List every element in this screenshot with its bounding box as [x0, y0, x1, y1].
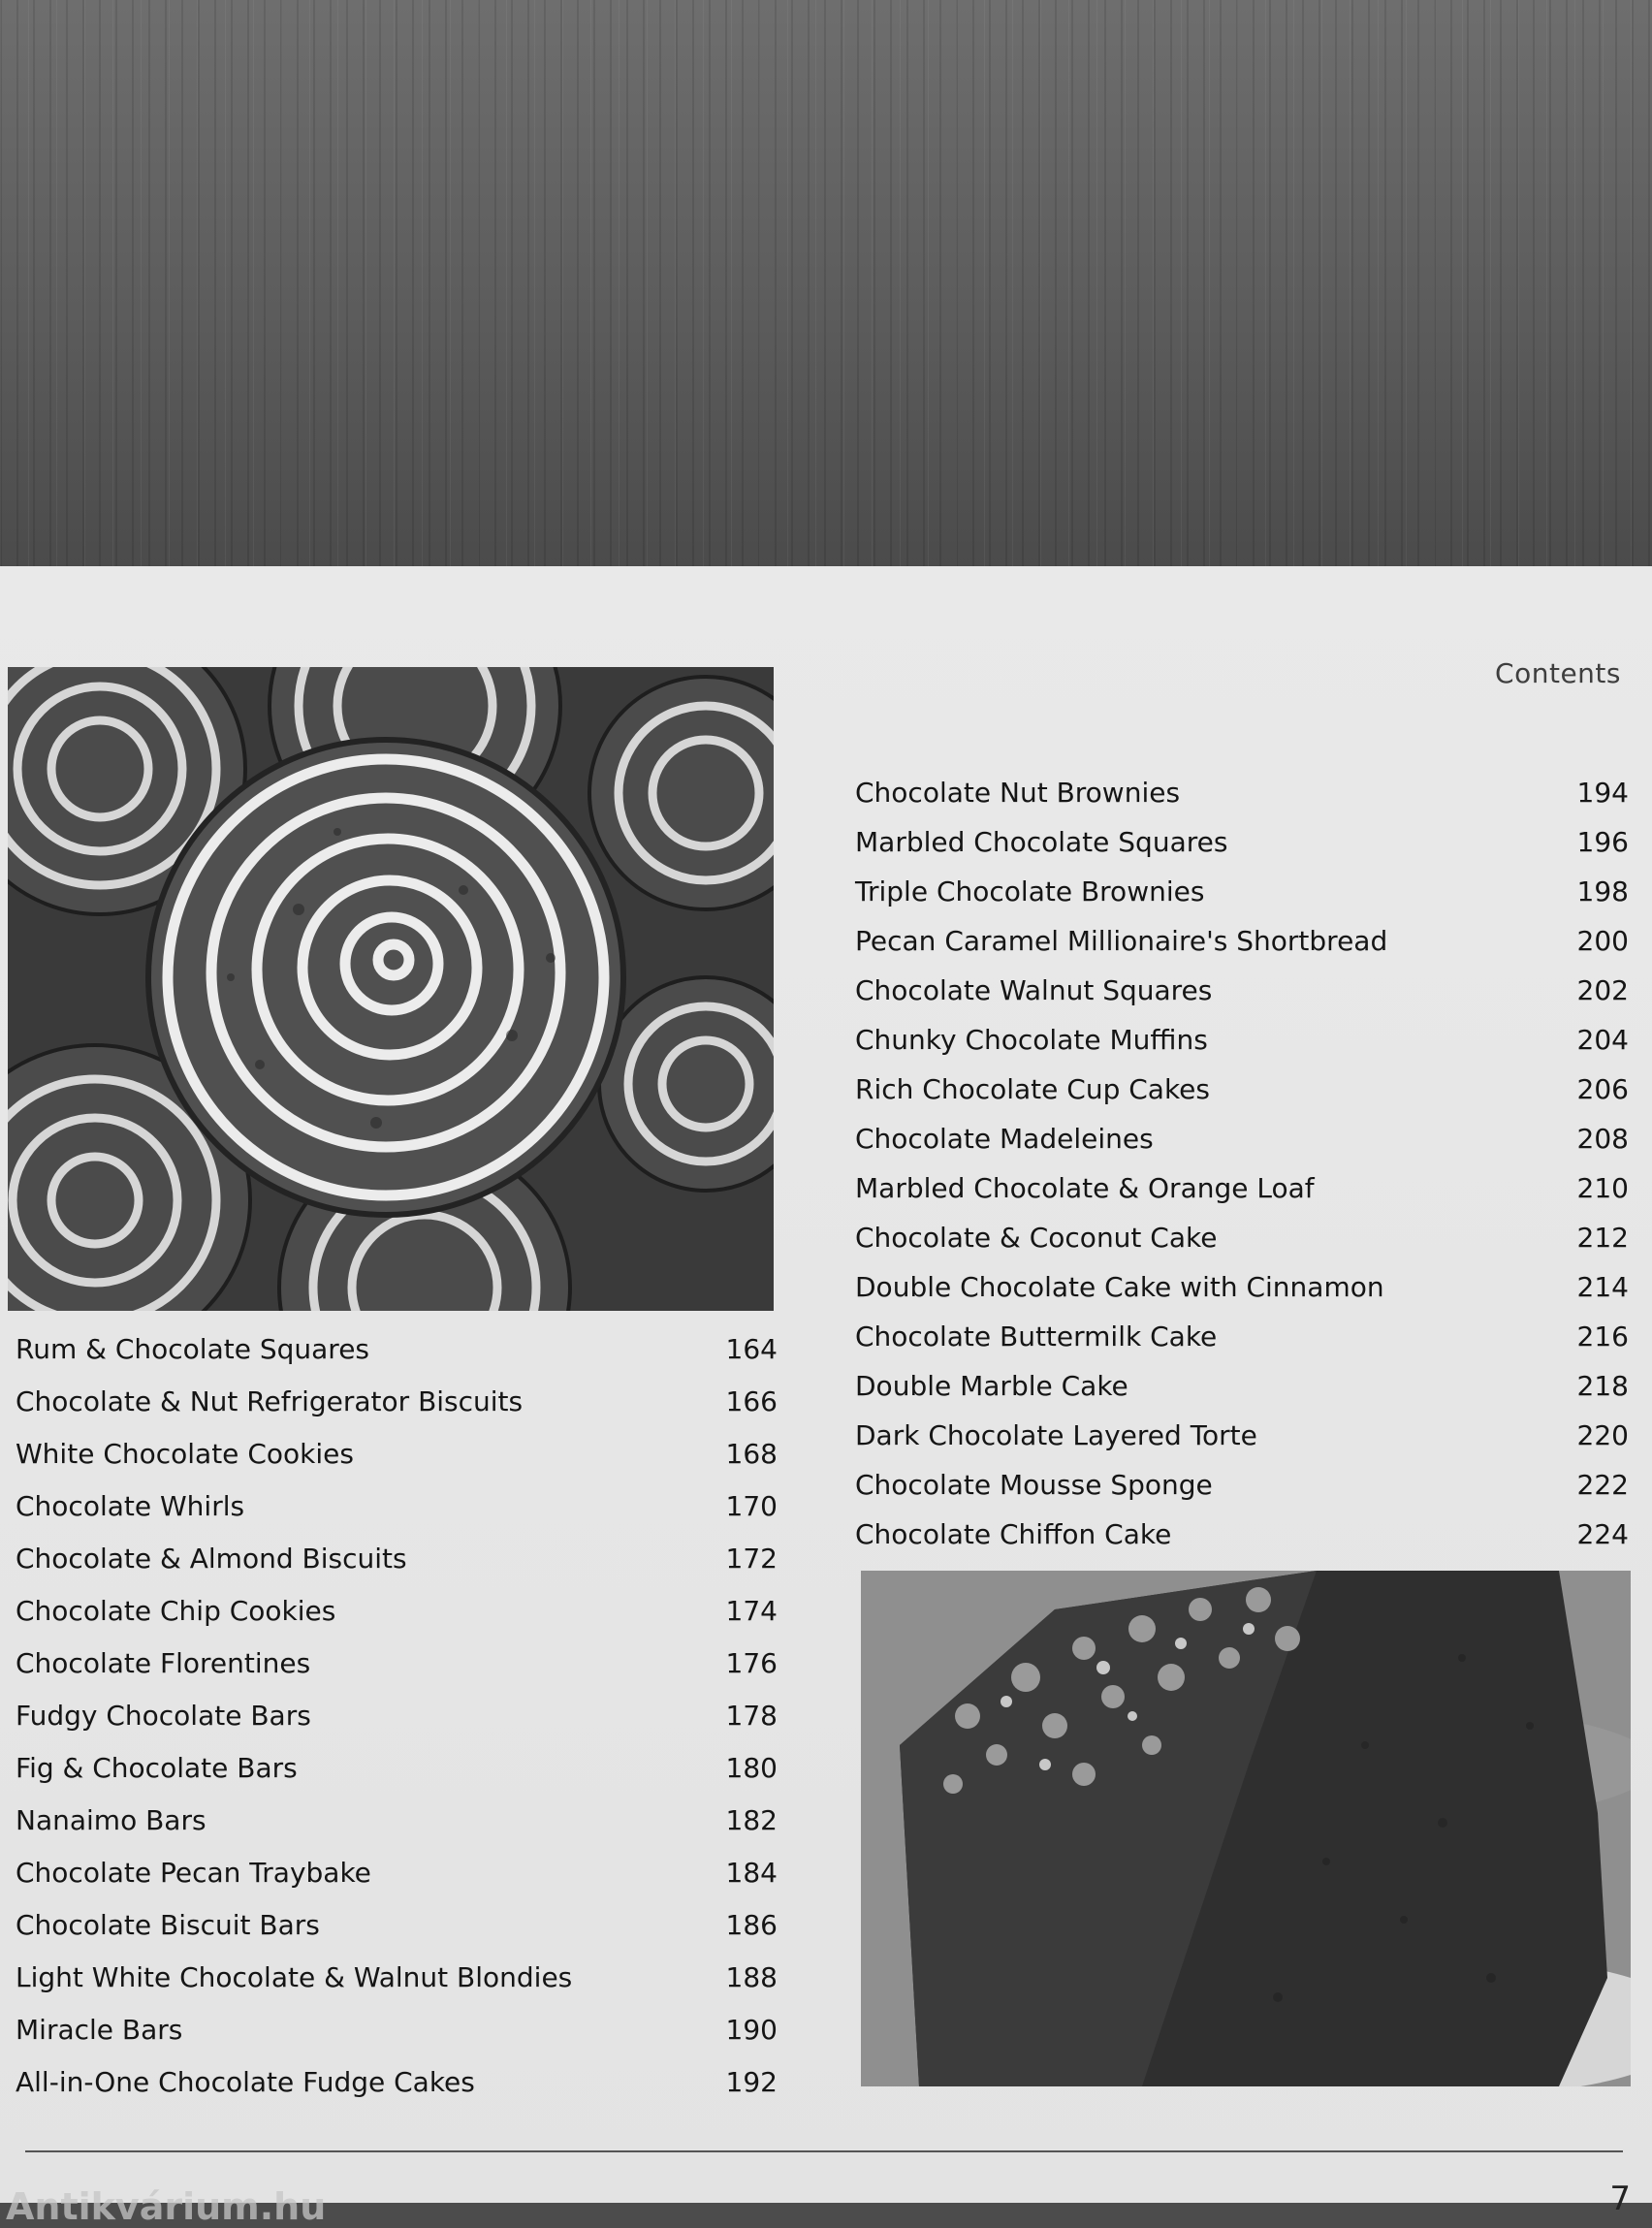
entry-title: Triple Chocolate Brownies [855, 875, 1205, 907]
entry-page-number: 180 [725, 1751, 778, 1784]
entry-page-number: 170 [725, 1489, 778, 1522]
toc-entry[interactable] [16, 1689, 778, 1741]
contents-list-right [855, 768, 1629, 1559]
entry-title: Nanaimo Bars [16, 1803, 206, 1836]
entry-page-number: 166 [725, 1385, 778, 1417]
toc-entry[interactable] [855, 1262, 1629, 1312]
toc-entry[interactable] [16, 1480, 778, 1532]
entry-title: Marbled Chocolate & Orange Loaf [855, 1172, 1315, 1204]
entry-page-number: 216 [1576, 1321, 1629, 1353]
entry-page-number: 208 [1576, 1123, 1629, 1155]
entry-title: Chocolate Biscuit Bars [16, 1908, 320, 1941]
entry-page-number: 192 [725, 2065, 778, 2098]
entry-page-number: 194 [1576, 777, 1629, 809]
book-page [0, 566, 1652, 2228]
entry-title: Chunky Chocolate Muffins [855, 1024, 1208, 1056]
entry-page-number: 188 [725, 1960, 778, 1993]
toc-entry[interactable] [855, 1411, 1629, 1460]
toc-entry[interactable] [855, 1460, 1629, 1510]
entry-title: Pecan Caramel Millionaire's Shortbread [855, 925, 1388, 957]
entry-title: Light White Chocolate & Walnut Blondies [16, 1960, 573, 1993]
toc-entry[interactable] [855, 867, 1629, 916]
entry-page-number: 182 [725, 1803, 778, 1836]
entry-title: Chocolate Chip Cookies [16, 1594, 336, 1627]
entry-page-number: 214 [1576, 1271, 1629, 1303]
entry-title: Chocolate Buttermilk Cake [855, 1321, 1218, 1353]
cake-slice-illustration [861, 1571, 1631, 2086]
entry-title: Fudgy Chocolate Bars [16, 1699, 311, 1732]
toc-entry[interactable] [16, 1375, 778, 1427]
entry-page-number: 174 [725, 1594, 778, 1627]
footer-divider [25, 2150, 1623, 2152]
toc-entry[interactable] [16, 1532, 778, 1584]
entry-title: Rum & Chocolate Squares [16, 1332, 370, 1365]
toc-entry[interactable] [855, 1163, 1629, 1213]
toc-entry[interactable] [855, 1065, 1629, 1114]
entry-title: Chocolate Pecan Traybake [16, 1856, 371, 1889]
entry-page-number: 172 [725, 1542, 778, 1575]
chocolate-cake-slice-photo [861, 1571, 1631, 2086]
running-head: Contents [1495, 657, 1621, 689]
entry-title: Dark Chocolate Layered Torte [855, 1419, 1257, 1451]
entry-page-number: 204 [1576, 1024, 1629, 1056]
wooden-table-background [0, 0, 1652, 566]
toc-entry[interactable] [855, 1213, 1629, 1262]
toc-entry[interactable] [16, 2055, 778, 2108]
entry-page-number: 168 [725, 1437, 778, 1470]
toc-entry[interactable] [855, 768, 1629, 817]
toc-entry[interactable] [855, 1510, 1629, 1559]
toc-entry[interactable] [855, 1312, 1629, 1361]
entry-title: Rich Chocolate Cup Cakes [855, 1073, 1210, 1105]
entry-page-number: 178 [725, 1699, 778, 1732]
entry-page-number: 196 [1576, 826, 1629, 858]
toc-entry[interactable] [16, 1951, 778, 2003]
entry-page-number: 164 [725, 1332, 778, 1365]
toc-entry[interactable] [855, 1114, 1629, 1163]
toc-entry[interactable] [16, 1794, 778, 1846]
entry-title: Double Chocolate Cake with Cinnamon [855, 1271, 1384, 1303]
entry-page-number: 210 [1576, 1172, 1629, 1204]
entry-page-number: 212 [1576, 1222, 1629, 1254]
toc-entry[interactable] [855, 817, 1629, 867]
entry-title: Chocolate & Almond Biscuits [16, 1542, 407, 1575]
entry-page-number: 218 [1576, 1370, 1629, 1402]
entry-page-number: 202 [1576, 974, 1629, 1006]
contents-list-left [16, 1322, 778, 2108]
toc-entry[interactable] [16, 1741, 778, 1794]
toc-entry[interactable] [16, 1427, 778, 1480]
entry-title: Fig & Chocolate Bars [16, 1751, 298, 1784]
entry-page-number: 176 [725, 1646, 778, 1679]
entry-page-number: 184 [725, 1856, 778, 1889]
entry-title: Miracle Bars [16, 2013, 183, 2046]
chocolate-whirl-cookies-photo [8, 667, 774, 1311]
toc-entry[interactable] [855, 1015, 1629, 1065]
toc-entry[interactable] [16, 1584, 778, 1637]
entry-page-number: 206 [1576, 1073, 1629, 1105]
entry-title: Chocolate Nut Brownies [855, 777, 1181, 809]
toc-entry[interactable] [855, 1361, 1629, 1411]
entry-title: Chocolate Whirls [16, 1489, 245, 1522]
entry-page-number: 220 [1576, 1419, 1629, 1451]
entry-title: All-in-One Chocolate Fudge Cakes [16, 2065, 475, 2098]
toc-entry[interactable] [855, 916, 1629, 966]
entry-title: Chocolate Mousse Sponge [855, 1469, 1213, 1501]
entry-title: Chocolate Florentines [16, 1646, 311, 1679]
entry-page-number: 222 [1576, 1469, 1629, 1501]
entry-title: White Chocolate Cookies [16, 1437, 354, 1470]
entry-title: Chocolate Madeleines [855, 1123, 1154, 1155]
entry-page-number: 224 [1576, 1518, 1629, 1550]
toc-entry[interactable] [16, 1846, 778, 1898]
entry-page-number: 200 [1576, 925, 1629, 957]
toc-entry[interactable] [16, 1898, 778, 1951]
entry-title: Chocolate Chiffon Cake [855, 1518, 1172, 1550]
page-number: 7 [1609, 2180, 1631, 2218]
entry-title: Chocolate Walnut Squares [855, 974, 1213, 1006]
entry-page-number: 198 [1576, 875, 1629, 907]
entry-page-number: 190 [725, 2013, 778, 2046]
entry-title: Chocolate & Nut Refrigerator Biscuits [16, 1385, 524, 1417]
footer-watermark: Antikvárium.hu [6, 2185, 327, 2228]
toc-entry[interactable] [855, 966, 1629, 1015]
toc-entry[interactable] [16, 2003, 778, 2055]
toc-entry[interactable] [16, 1322, 778, 1375]
entry-title: Marbled Chocolate Squares [855, 826, 1228, 858]
entry-title: Double Marble Cake [855, 1370, 1128, 1402]
entry-page-number: 186 [725, 1908, 778, 1941]
entry-title: Chocolate & Coconut Cake [855, 1222, 1218, 1254]
toc-entry[interactable] [16, 1637, 778, 1689]
whirl-cookies-illustration [8, 667, 774, 1311]
